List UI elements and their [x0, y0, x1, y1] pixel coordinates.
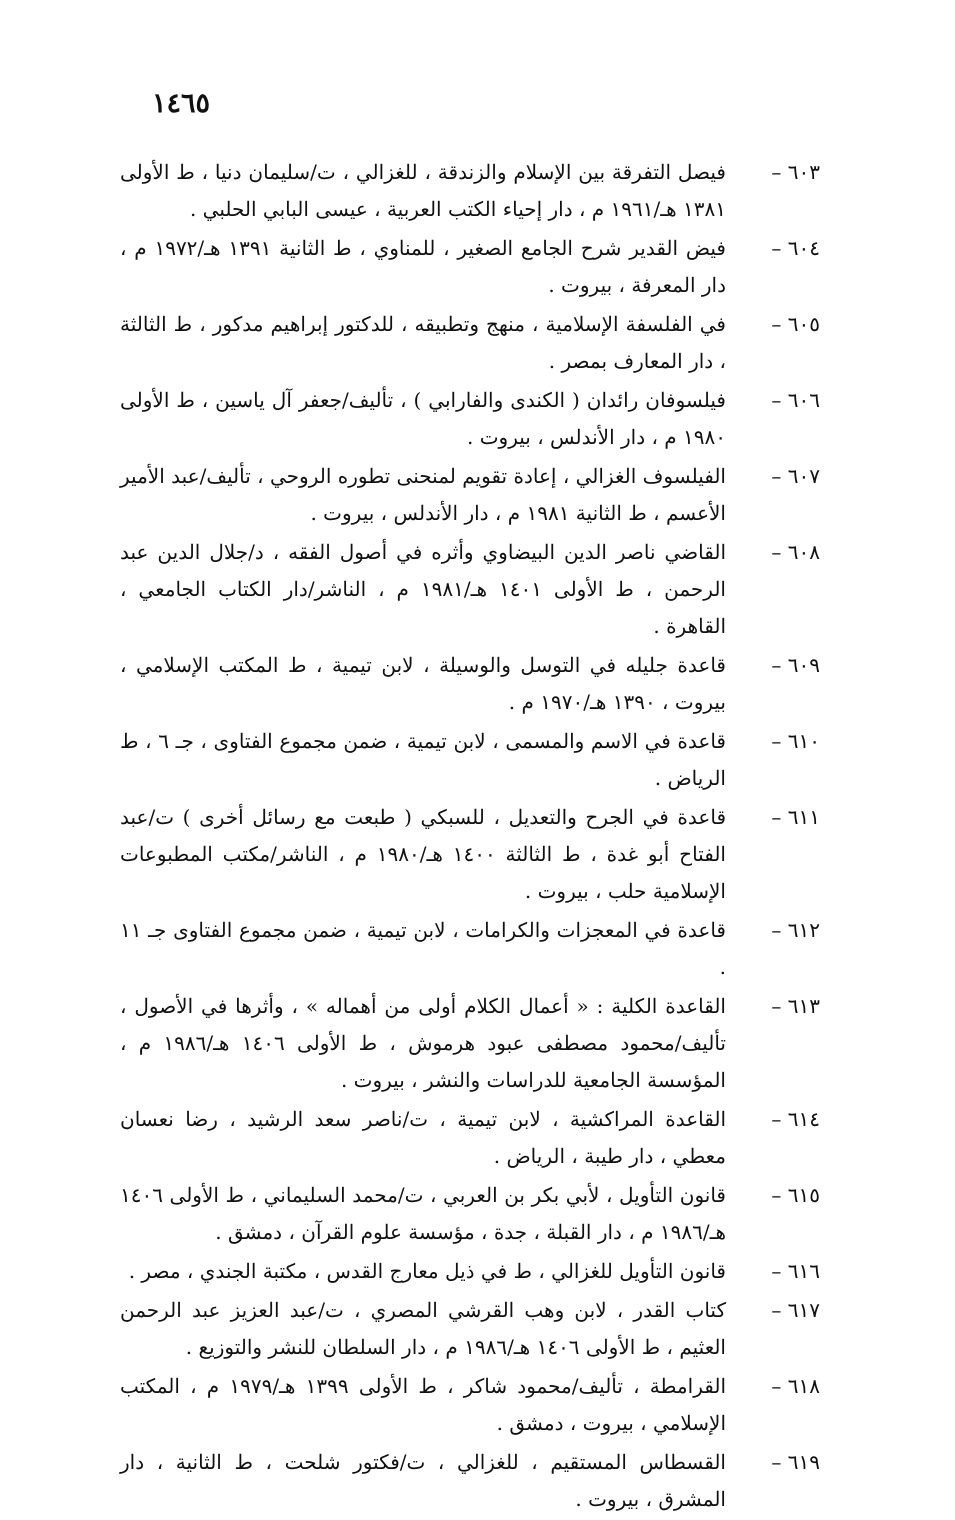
entry-text: فيلسوفان رائدان ( الكندى والفارابي ) ، تأليف/جعفر آل ياسين ، ط الأولى ١٩٨٠ م ، دار الأندلس ، بيروت .	[120, 388, 726, 449]
bibliography-entry	[120, 912, 820, 986]
bibliography-entry	[120, 534, 820, 645]
entry-text: فيصل التفرقة بين الإسلام والزندقة ، للغزالي ، ت/سليمان دنيا ، ط الأولى ١٣٨١ هـ/١٩٦١ م ، دار إحياء الكتب العربية ، عيسى البابي الحلبي .	[120, 160, 726, 221]
entry-text: قاعدة في الاسم والمسمى ، لابن تيمية ، ضمن مجموع الفتاوى ، جـ ٦ ، ط الرياض .	[120, 729, 726, 790]
entry-number: ٦٠٩ –	[771, 653, 820, 677]
entry-number: ٦٠٧ –	[771, 464, 820, 488]
entry-number: ٦١٣ –	[771, 994, 820, 1018]
entry-text: قانون التأويل للغزالي ، ط في ذيل معارج القدس ، مكتبة الجندي ، مصر .	[128, 1259, 726, 1283]
bibliography-entry	[120, 1444, 820, 1518]
bibliography-entry	[120, 458, 820, 532]
entry-text: الفيلسوف الغزالي ، إعادة تقويم لمنحنى تطوره الروحي ، تأليف/عبد الأمير الأعسم ، ط الثانية ١٩٨١ م ، دار الأندلس ، بيروت .	[120, 464, 726, 525]
entry-text: قاعدة في الجرح والتعديل ، للسبكي ( طبعت مع رسائل أخرى ) ت/عبد الفتاح أبو غدة ، ط الثالثة ١٤٠٠ هـ/١٩٨٠ م ، الناشر/مكتب المطبوعات الإسلامية حلب ، بيروت .	[120, 805, 726, 903]
bibliography-entry	[120, 988, 820, 1099]
entry-number: ٦١١ –	[771, 805, 820, 829]
entry-text: القاعدة الكلية : « أعمال الكلام أولى من أهماله » ، وأثرها في الأصول ، تأليف/محمود مصطفى عبود هرموش ، ط الأولى ١٤٠٦ هـ/١٩٨٦ م ، المؤسسة الجامعية للدراسات والنشر ، بيروت .	[120, 994, 726, 1092]
entry-text: القاضي ناصر الدين البيضاوي وأثره في أصول الفقه ، د/جلال الدين عبد الرحمن ، ط الأولى ١٤٠١ هـ/١٩٨١ م ، الناشر/دار الكتاب الجامعي ، القاهرة .	[120, 540, 726, 638]
entry-number: ٦١٨ –	[771, 1374, 820, 1398]
bibliography-entry	[120, 647, 820, 721]
bibliography-entry	[120, 382, 820, 456]
entry-number: ٦٠٨ –	[771, 540, 820, 564]
entry-text: قاعدة في المعجزات والكرامات ، لابن تيمية ، ضمن مجموع الفتاوى جـ ١١ .	[120, 918, 726, 979]
bibliography-entry	[120, 723, 820, 797]
bibliography-entry	[120, 799, 820, 910]
bibliography-entry	[120, 230, 820, 304]
entry-number: ٦١٦ –	[771, 1259, 820, 1283]
entry-text: قاعدة جليله في التوسل والوسيلة ، لابن تيمية ، ط المكتب الإسلامي ، بيروت ، ١٣٩٠ هـ/١٩٧٠ م .	[120, 653, 726, 714]
entry-number: ٦١٥ –	[771, 1183, 820, 1207]
bibliography-entry	[120, 1292, 820, 1366]
entry-number: ٦٠٣ –	[771, 160, 820, 184]
entry-text: قانون التأويل ، لأبي بكر بن العربي ، ت/محمد السليماني ، ط الأولى ١٤٠٦ هـ/١٩٨٦ م ، دار القبلة ، جدة ، مؤسسة علوم القرآن ، دمشق .	[120, 1183, 726, 1244]
entry-text: في الفلسفة الإسلامية ، منهج وتطبيقه ، للدكتور إبراهيم مدكور ، ط الثالثة ، دار المعارف بمصر .	[120, 312, 726, 373]
bibliography-entry	[120, 1101, 820, 1175]
entry-text: القرامطة ، تأليف/محمود شاكر ، ط الأولى ١٣٩٩ هـ/١٩٧٩ م ، المكتب الإسلامي ، بيروت ، دمشق .	[120, 1374, 726, 1435]
entry-number: ٦١٢ –	[771, 918, 820, 942]
page-number: ١٤٦٥	[152, 88, 211, 119]
bibliography-entry	[120, 306, 820, 380]
bibliography-list	[120, 154, 820, 1520]
entry-number: ٦٠٦ –	[771, 388, 820, 412]
entry-text: فيض القدير شرح الجامع الصغير ، للمناوي ، ط الثانية ١٣٩١ هـ/١٩٧٢ م ، دار المعرفة ، بيروت .	[120, 236, 726, 297]
bibliography-entry	[120, 1368, 820, 1442]
entry-text: القاعدة المراكشية ، لابن تيمية ، ت/ناصر سعد الرشيد ، رضا نعسان معطي ، دار طيبة ، الرياض .	[120, 1107, 726, 1168]
entry-number: ٦١٠ –	[771, 729, 820, 753]
entry-text: كتاب القدر ، لابن وهب القرشي المصري ، ت/عبد العزيز عبد الرحمن العثيم ، ط الأولى ١٤٠٦ هـ/١٩٨٦ م ، دار السلطان للنشر والتوزيع .	[120, 1298, 726, 1359]
entry-number: ٦٠٥ –	[771, 312, 820, 336]
entry-number: ٦١٧ –	[771, 1298, 820, 1322]
entry-text: القسطاس المستقيم ، للغزالي ، ت/فكتور شلحت ، ط الثانية ، دار المشرق ، بيروت .	[120, 1450, 726, 1511]
entry-number: ٦١٩ –	[771, 1450, 820, 1474]
bibliography-entry	[120, 154, 820, 228]
entry-number: ٦١٤ –	[771, 1107, 820, 1131]
entry-number: ٦٠٤ –	[771, 236, 820, 260]
bibliography-entry	[120, 1253, 820, 1290]
bibliography-entry	[120, 1177, 820, 1251]
